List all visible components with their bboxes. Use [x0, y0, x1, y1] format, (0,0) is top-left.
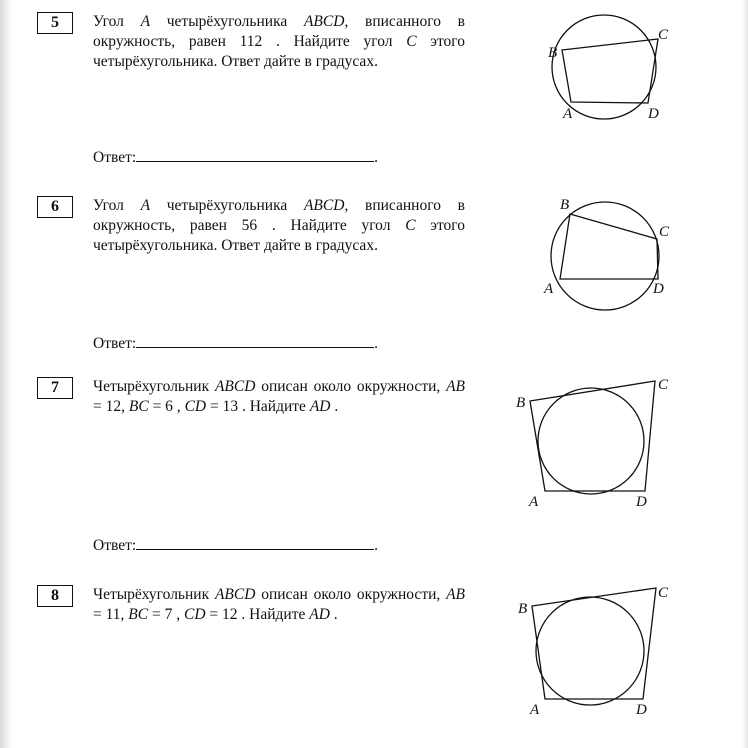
vertex-label-a: A: [563, 106, 573, 122]
math-variable: ABCD: [214, 378, 256, 395]
text-segment: = 7 ,: [148, 606, 184, 623]
figure-svg: [540, 12, 670, 124]
math-variable: AB: [446, 586, 465, 603]
text-segment: Угол: [93, 13, 141, 30]
math-variable: BC: [128, 398, 149, 415]
vertex-label-c: C: [658, 377, 669, 393]
circumscribed-quadrilateral-figure: [512, 377, 672, 512]
vertex-label-b: B: [548, 45, 558, 61]
figure-svg: [540, 196, 675, 311]
problem-text: [93, 585, 465, 625]
problem-number: 8: [37, 585, 73, 607]
math-variable: CD: [184, 398, 207, 415]
quadrilateral-abcd: [560, 214, 658, 279]
problem-number: 5: [37, 12, 73, 34]
math-variable: C: [406, 33, 417, 50]
math-variable: C: [405, 217, 416, 234]
text-segment: описан около окружности,: [255, 378, 447, 395]
text-segment: .: [330, 398, 339, 415]
vertex-label-d: D: [648, 106, 659, 122]
figure-svg: [512, 585, 672, 720]
vertex-label-c: C: [658, 585, 669, 601]
vertex-label-a: A: [544, 281, 554, 297]
vertex-label-b: B: [518, 601, 528, 617]
math-variable: A: [140, 197, 151, 214]
text-segment: описан около окружности,: [255, 586, 447, 603]
text-segment: Четырёхугольник: [93, 378, 215, 395]
quadrilateral-abcd: [532, 588, 656, 699]
problem-text: [93, 196, 465, 256]
text-segment: четырёхугольника: [150, 197, 304, 214]
vertex-label-d: D: [636, 702, 647, 718]
math-variable: ABCD: [214, 586, 256, 603]
math-variable: AB: [446, 378, 465, 395]
answer-label: Ответ:: [93, 149, 137, 166]
math-variable: BC: [128, 606, 149, 623]
answer-label: Ответ:: [93, 537, 137, 554]
vertex-label-a: A: [529, 494, 539, 510]
circle: [538, 388, 644, 494]
answer-blank-line[interactable]: [136, 147, 374, 162]
math-variable: ABCD: [303, 197, 345, 214]
problem-text: [93, 12, 465, 72]
text-segment: четырёхугольника: [150, 13, 304, 30]
circle: [536, 597, 644, 705]
page-left-shadow: [0, 0, 12, 748]
problem-text: [93, 377, 465, 417]
problem-number: 7: [37, 377, 73, 399]
vertex-label-b: B: [560, 197, 570, 213]
vertex-label-d: D: [653, 281, 664, 297]
text-segment: .: [329, 606, 338, 623]
circumscribed-quadrilateral-figure: [512, 585, 672, 720]
text-segment: = 11,: [93, 606, 129, 623]
math-variable: CD: [183, 606, 206, 623]
math-variable: AD: [309, 398, 331, 415]
answer-blank-line[interactable]: [136, 535, 374, 550]
math-variable: A: [140, 13, 151, 30]
vertex-label-d: D: [636, 494, 647, 510]
text-segment: Угол: [93, 197, 141, 214]
circle: [551, 202, 659, 310]
quadrilateral-abcd: [562, 39, 658, 103]
vertex-label-c: C: [658, 27, 669, 43]
text-segment: Четырёхугольник: [93, 586, 215, 603]
figure-svg: [512, 377, 672, 512]
page-right-edge: [742, 0, 748, 748]
math-variable: ABCD: [303, 13, 345, 30]
answer-label: Ответ:: [93, 335, 137, 352]
answer-field[interactable]: [93, 147, 378, 168]
math-variable: AD: [309, 606, 330, 623]
text-segment: , вписанного в окружность, равен 112 . Найдите угол: [93, 13, 465, 50]
problem-number: 6: [37, 196, 73, 218]
text-segment: , вписанного в окружность, равен 56 . Найдите угол: [93, 197, 465, 234]
vertex-label-b: B: [516, 395, 526, 411]
text-segment: этого четырёхугольника. Ответ дайте в градусах.: [93, 217, 465, 254]
vertex-label-a: A: [530, 702, 540, 718]
answer-blank-line[interactable]: [136, 333, 374, 348]
text-segment: = 6 ,: [148, 398, 185, 415]
answer-period: .: [374, 149, 379, 166]
answer-period: .: [374, 335, 379, 352]
vertex-label-c: C: [659, 224, 670, 240]
text-segment: этого четырёхугольника. Ответ дайте в градусах.: [93, 33, 465, 70]
text-segment: = 12,: [93, 398, 129, 415]
text-segment: = 12 . Найдите: [205, 606, 310, 623]
answer-field[interactable]: [93, 333, 378, 354]
inscribed-quadrilateral-figure: [540, 12, 670, 124]
inscribed-quadrilateral-figure: [540, 196, 675, 311]
quadrilateral-abcd: [530, 381, 655, 491]
answer-field[interactable]: [93, 535, 378, 556]
text-segment: = 13 . Найдите: [206, 398, 310, 415]
answer-period: .: [374, 537, 379, 554]
